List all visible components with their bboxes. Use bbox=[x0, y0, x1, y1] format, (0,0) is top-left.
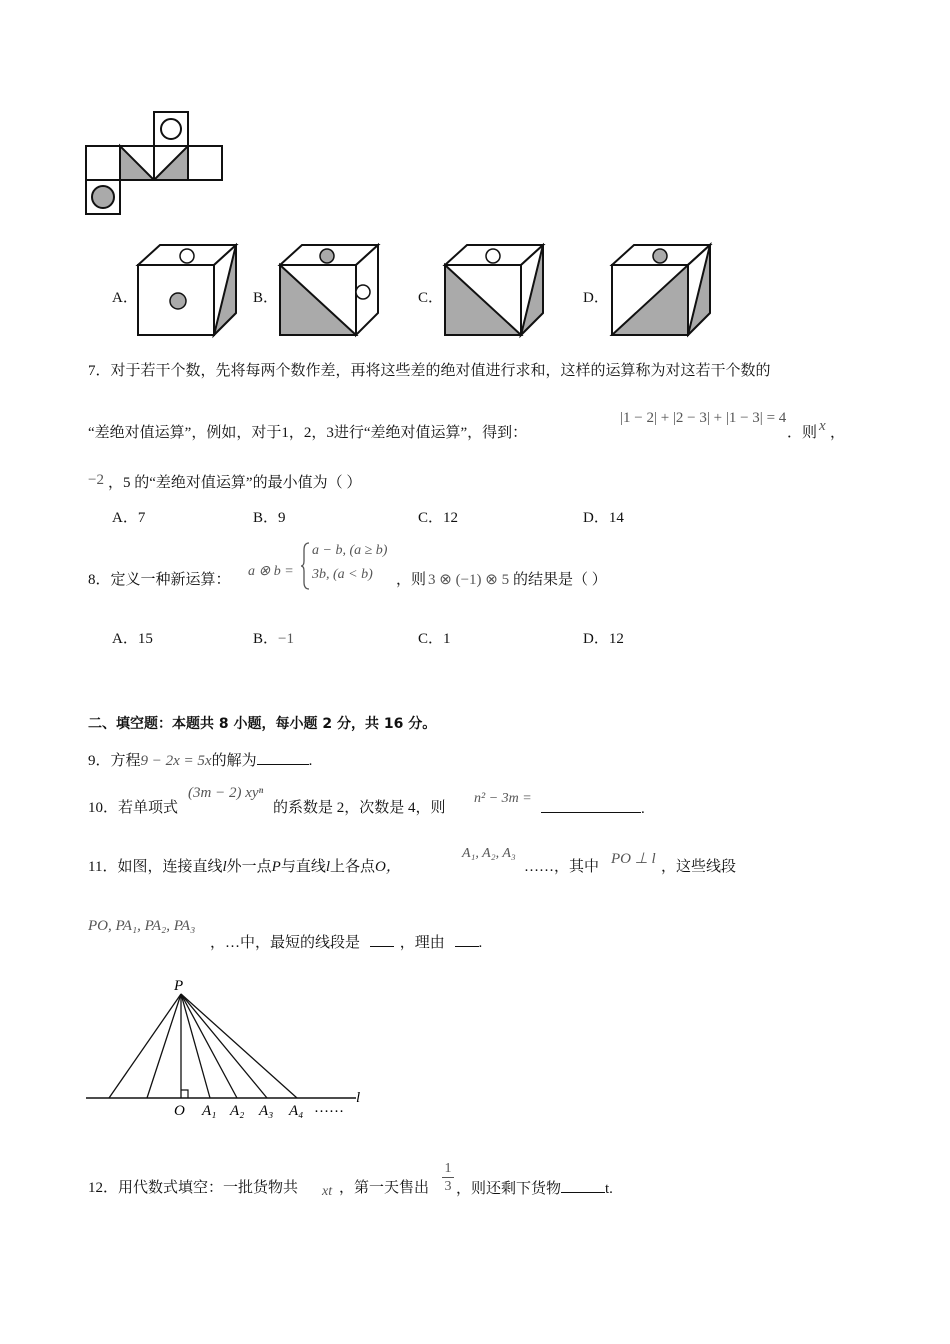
q8-case2: 3b, (a < b) bbox=[312, 567, 373, 582]
cube-option-b bbox=[278, 243, 382, 339]
q10-end: . bbox=[641, 801, 645, 817]
option-d-label: D． bbox=[583, 290, 609, 306]
q7-formula: |1 − 2| + |2 − 3| + |1 − 3| = 4 bbox=[620, 410, 787, 426]
cube-option-c bbox=[443, 243, 547, 339]
q11-line1 bbox=[88, 857, 401, 877]
fig-label-a1: A₁ bbox=[202, 1103, 217, 1119]
fig-label-p: P bbox=[174, 978, 184, 994]
q11-o: O， bbox=[375, 859, 401, 875]
q9-answer-blank[interactable] bbox=[257, 750, 309, 765]
q11-prefix: 11．如图，连接直线 bbox=[88, 859, 223, 875]
q8-expr: 3 ⊗ (−1) ⊗ 5 bbox=[428, 572, 510, 588]
q8-option-b bbox=[253, 629, 294, 649]
q12-unit: t. bbox=[605, 1181, 613, 1197]
q11-line2 bbox=[210, 932, 482, 953]
q11-mid3: 上各点 bbox=[330, 859, 376, 875]
option-a-label: A． bbox=[112, 290, 138, 306]
filled-circle-face bbox=[92, 186, 114, 208]
q8-def-lhs: a ⊗ b = bbox=[248, 564, 294, 579]
q11-reason-blank[interactable] bbox=[455, 932, 479, 947]
q8-case1: a − b, (a ≥ b) bbox=[312, 543, 388, 558]
brace-icon bbox=[300, 542, 310, 590]
option-b-label: B． bbox=[253, 290, 279, 306]
section-heading: 二、填空题：本题共 8 小题，每小题 2 分，共 16 分。 bbox=[88, 716, 437, 732]
q7-line2 bbox=[88, 423, 527, 443]
q11-segments: PO, PA₁, PA₂, PA₃ bbox=[88, 918, 196, 934]
q9-suffix: 的解为 bbox=[211, 753, 257, 769]
q12-frac-den: 3 bbox=[442, 1177, 454, 1195]
fig-label-a3: A₃ bbox=[259, 1103, 274, 1119]
q12-fraction bbox=[442, 1160, 454, 1195]
q12-mid: ，第一天售出 bbox=[339, 1180, 430, 1196]
cube-option-a bbox=[136, 243, 240, 339]
q7-neg2: −2 bbox=[88, 472, 104, 488]
q9-end: . bbox=[308, 753, 313, 769]
fig-label-a4: A₄ bbox=[289, 1103, 304, 1119]
q10-answer bbox=[541, 798, 645, 819]
q7-option-b: B．9 bbox=[253, 510, 286, 526]
q7-line1: 7．对于若干个数，先将每两个数作差，再将这些差的绝对值进行求和，这样的运算称为对这若干个数的 bbox=[88, 363, 771, 379]
q8-option-a: A．15 bbox=[112, 631, 153, 647]
q12-answer-blank[interactable] bbox=[561, 1178, 605, 1193]
q7-var-x: x bbox=[819, 418, 826, 434]
q8-option-b-value: −1 bbox=[278, 631, 294, 647]
q7-line3: ，5 的“差绝对值运算”的最小值为（ ） bbox=[108, 475, 362, 491]
q7-line2-then: ．则 bbox=[787, 425, 818, 441]
q12-xt: xt bbox=[322, 1184, 333, 1199]
q7-option-c: C．12 bbox=[418, 510, 459, 526]
q8-option-b-label: B． bbox=[253, 631, 279, 647]
q7-option-a: A．7 bbox=[112, 510, 146, 526]
q10-answer-blank[interactable] bbox=[541, 798, 641, 813]
q11-mid4: ……，其中 bbox=[524, 859, 600, 875]
q10-expr: n² − 3m = bbox=[474, 791, 532, 806]
perpendicular-figure bbox=[80, 972, 380, 1122]
q11-l2: l bbox=[325, 859, 330, 875]
q11-shortest-blank[interactable] bbox=[370, 932, 394, 947]
q7-comma: ， bbox=[830, 425, 846, 441]
q10-prefix: 10．若单项式 bbox=[88, 800, 179, 816]
q9-prefix: 9．方程 bbox=[88, 753, 141, 769]
q9 bbox=[88, 750, 312, 771]
fig-label-l: l bbox=[356, 1090, 361, 1106]
q11-perp: PO ⊥ l bbox=[611, 851, 656, 867]
q8-suffix: 的结果是（ ） bbox=[513, 572, 607, 588]
q8-option-c: C．1 bbox=[418, 631, 451, 647]
option-c-label: C． bbox=[418, 290, 444, 306]
q12-suffix: ，则还剩下货物 bbox=[456, 1181, 562, 1197]
q7-line2-text: “差绝对值运算”，例如，对于1，2，3进行“差绝对值运算”，得到： bbox=[88, 425, 528, 441]
q11-mid5: ，这些线段 bbox=[661, 859, 737, 875]
q7-option-d: D．14 bbox=[583, 510, 624, 526]
q8-mid: ，则 bbox=[396, 572, 427, 588]
open-circle-face bbox=[161, 119, 181, 139]
q9-equation: 9 − 2x = 5x bbox=[140, 753, 212, 769]
q11-p: P bbox=[271, 859, 281, 875]
cube-net-figure bbox=[80, 108, 230, 220]
fig-label-dots: …… bbox=[314, 1100, 344, 1116]
q11-points: A₁, A₂, A₃ bbox=[462, 846, 516, 861]
q12-suffix-wrap bbox=[456, 1178, 613, 1199]
q11-mid2: 与直线 bbox=[280, 859, 326, 875]
q10-monomial: (3m − 2) xyⁿ bbox=[188, 785, 264, 801]
q8-option-d: D．12 bbox=[583, 631, 624, 647]
q12-frac-num: 1 bbox=[444, 1161, 452, 1176]
q8-prefix: 8．定义一种新运算： bbox=[88, 572, 231, 588]
q11-reason: ，理由 bbox=[399, 935, 445, 951]
q11-l1: l bbox=[222, 859, 227, 875]
q11-mid1: 外一点 bbox=[226, 859, 272, 875]
q11-end: . bbox=[478, 935, 483, 951]
fig-label-o: O bbox=[174, 1103, 185, 1119]
cube-option-d bbox=[610, 243, 714, 339]
q10-mid: 的系数是 2，次数是 4，则 bbox=[273, 800, 446, 816]
q11-line2-text: ，…中，最短的线段是 bbox=[210, 935, 361, 951]
q12-prefix: 12．用代数式填空：一批货物共 bbox=[88, 1180, 299, 1196]
fig-label-a2: A₂ bbox=[230, 1103, 245, 1119]
